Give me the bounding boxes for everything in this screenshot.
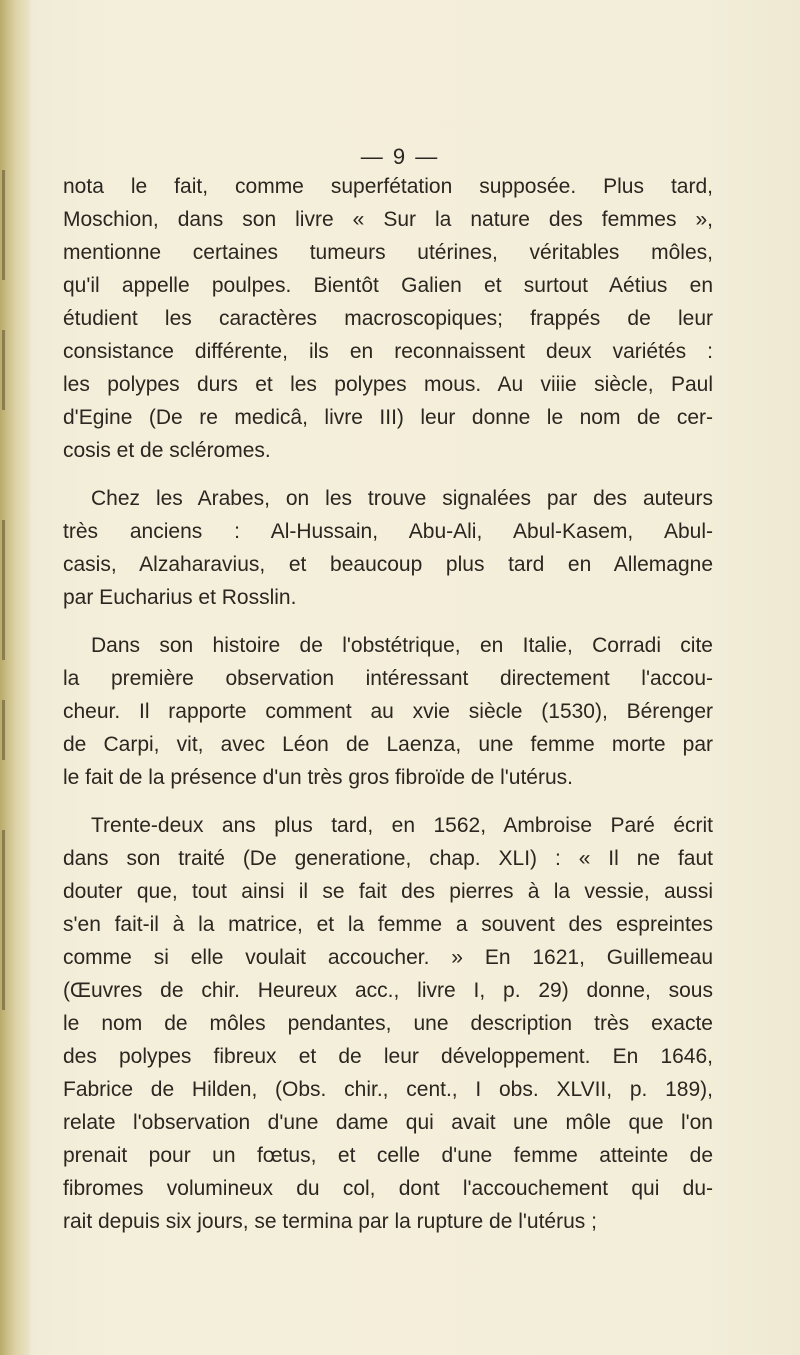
page-spine-shadow xyxy=(0,0,30,1355)
text-line: Dans son histoire de l'obstétrique, en Italie, Corradi cite xyxy=(91,634,713,657)
spine-mark xyxy=(2,520,5,660)
text-line: de Carpi, vit, avec Léon de Laenza, une femme morte par xyxy=(63,733,713,756)
text-line: le nom de môles pendantes, une description très exacte xyxy=(63,1012,713,1035)
text-line: rait depuis six jours, se termina par la rupture de l'utérus ; xyxy=(63,1210,597,1233)
spine-mark xyxy=(2,330,5,410)
text-line: les polypes durs et les polypes mous. Au viiie siècle, Paul xyxy=(63,373,713,396)
paragraph xyxy=(63,629,713,794)
text-body xyxy=(63,170,713,1253)
text-line: d'Egine (De re medicâ, livre III) leur donne le nom de cer- xyxy=(63,406,713,429)
text-line: très anciens : Al-Hussain, Abu-Ali, Abul-Kasem, Abul- xyxy=(63,520,713,543)
text-line: fibromes volumineux du col, dont l'accouchement qui du- xyxy=(63,1177,713,1200)
text-line: casis, Alzaharavius, et beaucoup plus tard en Allemagne xyxy=(63,553,713,576)
paragraph xyxy=(63,482,713,614)
text-line: douter que, tout ainsi il se fait des pierres à la vessie, aussi xyxy=(63,880,713,903)
text-line: Trente-deux ans plus tard, en 1562, Ambroise Paré écrit xyxy=(91,814,713,837)
text-line: par Eucharius et Rosslin. xyxy=(63,586,297,609)
text-line: des polypes fibreux et de leur développement. En 1646, xyxy=(63,1045,713,1068)
text-line: nota le fait, comme superfétation supposée. Plus tard, xyxy=(63,175,713,198)
text-line: comme si elle voulait accoucher. » En 1621, Guillemeau xyxy=(63,946,713,969)
text-line: Chez les Arabes, on les trouve signalées par des auteurs xyxy=(91,487,713,510)
paragraph xyxy=(63,809,713,1238)
text-line: cheur. Il rapporte comment au xvie siècle (1530), Bérenger xyxy=(63,700,713,723)
text-line: consistance différente, ils en reconnaissent deux variétés : xyxy=(63,340,713,363)
text-line: cosis et de scléromes. xyxy=(63,439,271,462)
text-line: prenait pour un fœtus, et celle d'une femme atteinte de xyxy=(63,1144,713,1167)
text-line: le fait de la présence d'un très gros fibroïde de l'utérus. xyxy=(63,766,573,789)
text-line: (Œuvres de chir. Heureux acc., livre I, p. 29) donne, sous xyxy=(63,979,713,1002)
text-line: la première observation intéressant directement l'accou- xyxy=(63,667,713,690)
text-line: s'en fait-il à la matrice, et la femme a souvent des espreintes xyxy=(63,913,713,936)
text-line: mentionne certaines tumeurs utérines, véritables môles, xyxy=(63,241,713,264)
spine-mark xyxy=(2,170,5,280)
spine-mark xyxy=(2,830,5,1010)
text-line: relate l'observation d'une dame qui avait une môle que l'on xyxy=(63,1111,713,1134)
paragraph xyxy=(63,170,713,467)
text-line: Moschion, dans son livre « Sur la nature des femmes », xyxy=(63,208,713,231)
text-line: étudient les caractères macroscopiques; frappés de leur xyxy=(63,307,713,330)
spine-mark xyxy=(2,700,5,760)
text-line: qu'il appelle poulpes. Bientôt Galien et surtout Aétius en xyxy=(63,274,713,297)
page-number: — 9 — xyxy=(360,144,440,169)
text-line: Fabrice de Hilden, (Obs. chir., cent., I obs. XLVII, p. 189), xyxy=(63,1078,713,1101)
text-line: dans son traité (De generatione, chap. XLI) : « Il ne faut xyxy=(63,847,713,870)
